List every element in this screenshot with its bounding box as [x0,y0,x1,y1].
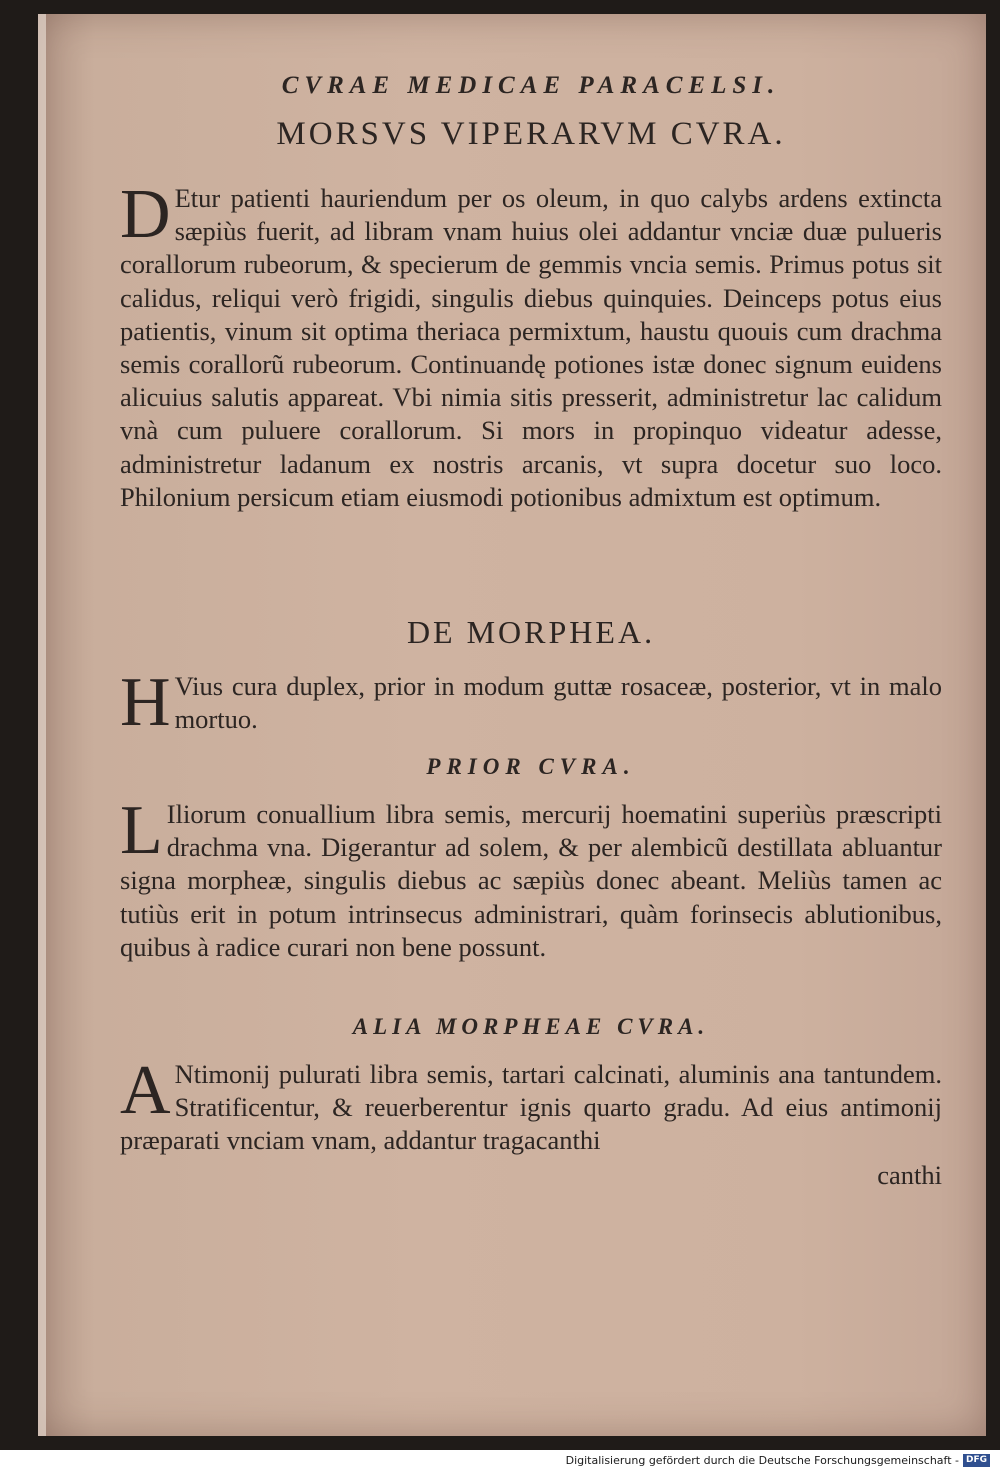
drop-cap: A [120,1052,171,1129]
paragraph-text: Etur patienti hauriendum per os oleum, in quo calybs ardens extincta sæpiùs fuerit, ad libram vnam huius olei addantur vnciæ duæ pulueris corallorum rubeorum, & specierum de gemmis vncia semis. Primus potus sit calidus, reliqui verò frigidi, singulis diebus quinquies. Deinceps potus eius patientis, vinum sit optima theriaca permixtum, haustu quouis cum drachma semis corallorũ rubeorum. Continuandę potiones istæ donec signum euidens alicuius salutis appareat. Vbi nimia sitis presserit, administretur lac calidum vnà cum puluere corallorum. Si mors in propinquo videatur adesse, administretur ladanum ex nostris arcanis, vt supra docetur suo loco. Philonium persicum etiam eiusmodi potionibus admixtum est optimum. [120,183,942,512]
catchword: canthi [877,1160,942,1190]
drop-cap: L [120,792,163,869]
drop-cap: D [120,176,171,253]
paragraph-text: Ntimonij pulurati libra semis, tartari calcinati, aluminis ana tantundem. Stratificentur, & reuerberentur ignis quarto gradu. Ad eius antimonij præparati vnciam vnam, addantur tragacanthi [120,1059,942,1156]
drop-cap: H [120,664,171,741]
paragraph-alia-cura [120,1052,942,1158]
paragraph-text: Iliorum conuallium libra semis, mercurij hoematini superiùs præscripti drachma vna. Digerantur ad solem, & per alembicũ destillata abluantur signa morpheæ, singulis diebus ac sæpiùs donec abeant. Meliùs tamen ac tutiùs erit in potum intrinsecus administrari, quàm forinsecis ablutionibus, quibus à radice curari non bene possunt. [120,799,942,962]
section-heading-prior-cura: PRIOR CVRA. [426,754,636,779]
running-head: CVRAE MEDICAE PARACELSI. [281,72,781,99]
paragraph-viper-bites [120,176,942,514]
paragraph-morphea [120,664,942,741]
digitization-footer [0,1450,1000,1470]
section-heading-morphea: DE MORPHEA. [406,614,656,650]
dfg-logo: DFG [963,1454,990,1467]
paragraph-prior-cura [120,792,942,964]
section-heading-viper-bites: MORSVS VIPERARVM CVRA. [276,116,786,152]
paragraph-text: Vius cura duplex, prior in modum guttæ rosaceæ, posterior, vt in malo mortuo. [174,671,942,735]
footer-text: Digitalisierung gefördert durch die Deutsche Forschungsgemeinschaft - [565,1453,959,1467]
page-edge [38,14,46,1436]
section-heading-alia-cura: ALIA MORPHEAE CVRA. [352,1014,710,1039]
